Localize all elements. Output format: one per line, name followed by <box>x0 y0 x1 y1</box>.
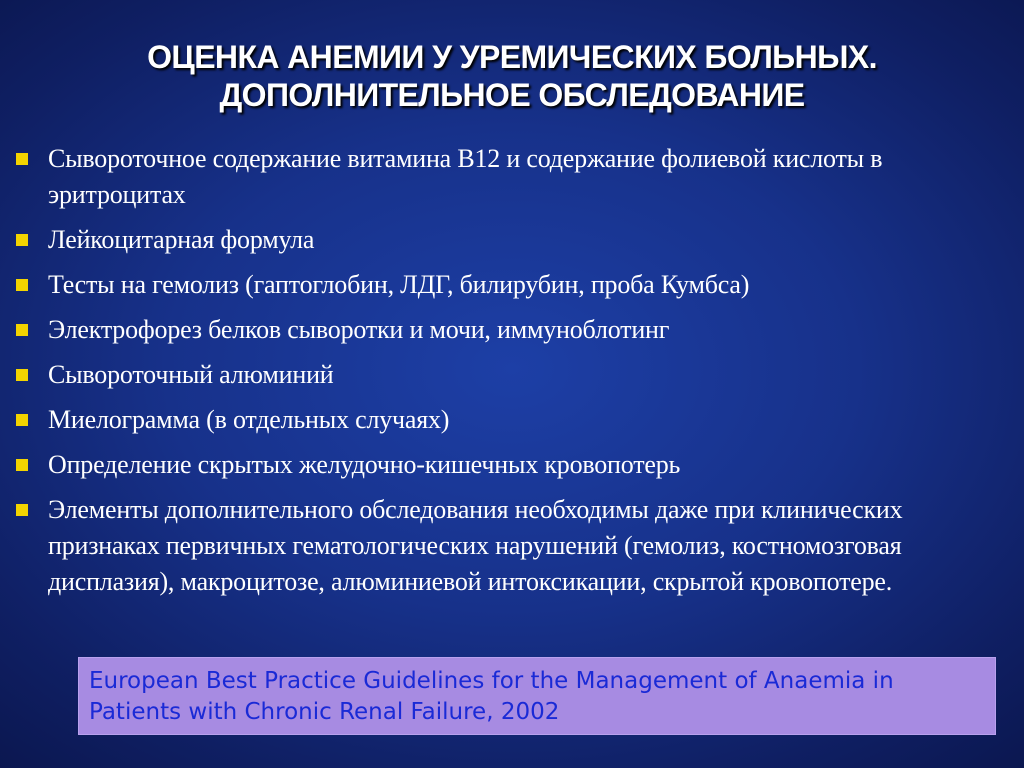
bullet-square-icon <box>16 279 28 291</box>
bullet-square-icon <box>16 504 28 516</box>
reference-box <box>78 657 996 735</box>
bullet-square-icon <box>16 153 28 165</box>
slide-title-line-2: ДОПОЛНИТЕЛЬНОЕ ОБСЛЕДОВАНИЕ <box>219 77 805 113</box>
slide-title <box>0 38 1024 114</box>
reference-text: European Best Practice Guidelines for the Management of Anaemia in Patients with Chronic Renal Failure, 2002 <box>89 668 894 725</box>
bullet-square-icon <box>16 324 28 336</box>
bullet-item <box>14 267 1004 303</box>
bullet-item <box>14 492 1004 600</box>
bullet-text: Элементы дополнительного обследования необходимы даже при клинических признаках первичных гематологических нарушений (гемолиз, костномозговая дисплазия), макроцитозе, алюминиевой интоксикации, скрытой кровопотере. <box>48 495 903 596</box>
bullet-list <box>14 141 1004 609</box>
bullet-text: Миелограмма (в отдельных случаях) <box>48 405 450 434</box>
bullet-item <box>14 141 1004 213</box>
bullet-square-icon <box>16 459 28 471</box>
bullet-square-icon <box>16 234 28 246</box>
bullet-item <box>14 357 1004 393</box>
bullet-item <box>14 402 1004 438</box>
bullet-item <box>14 222 1004 258</box>
bullet-text: Сывороточный алюминий <box>48 360 334 389</box>
bullet-square-icon <box>16 369 28 381</box>
bullet-text: Лейкоцитарная формула <box>48 225 315 254</box>
bullet-text: Сывороточное содержание витамина B12 и содержание фолиевой кислоты в эритроцитах <box>48 144 883 209</box>
bullet-text: Электрофорез белков сыворотки и мочи, иммуноблотинг <box>48 315 670 344</box>
bullet-text: Определение скрытых желудочно-кишечных кровопотерь <box>48 450 681 479</box>
bullet-square-icon <box>16 414 28 426</box>
bullet-text: Тесты на гемолиз (гаптоглобин, ЛДГ, билирубин, проба Кумбса) <box>48 270 750 299</box>
bullet-item <box>14 312 1004 348</box>
slide-title-line-1: ОЦЕНКА АНЕМИИ У УРЕМИЧЕСКИХ БОЛЬНЫХ. <box>147 39 877 75</box>
bullet-item <box>14 447 1004 483</box>
